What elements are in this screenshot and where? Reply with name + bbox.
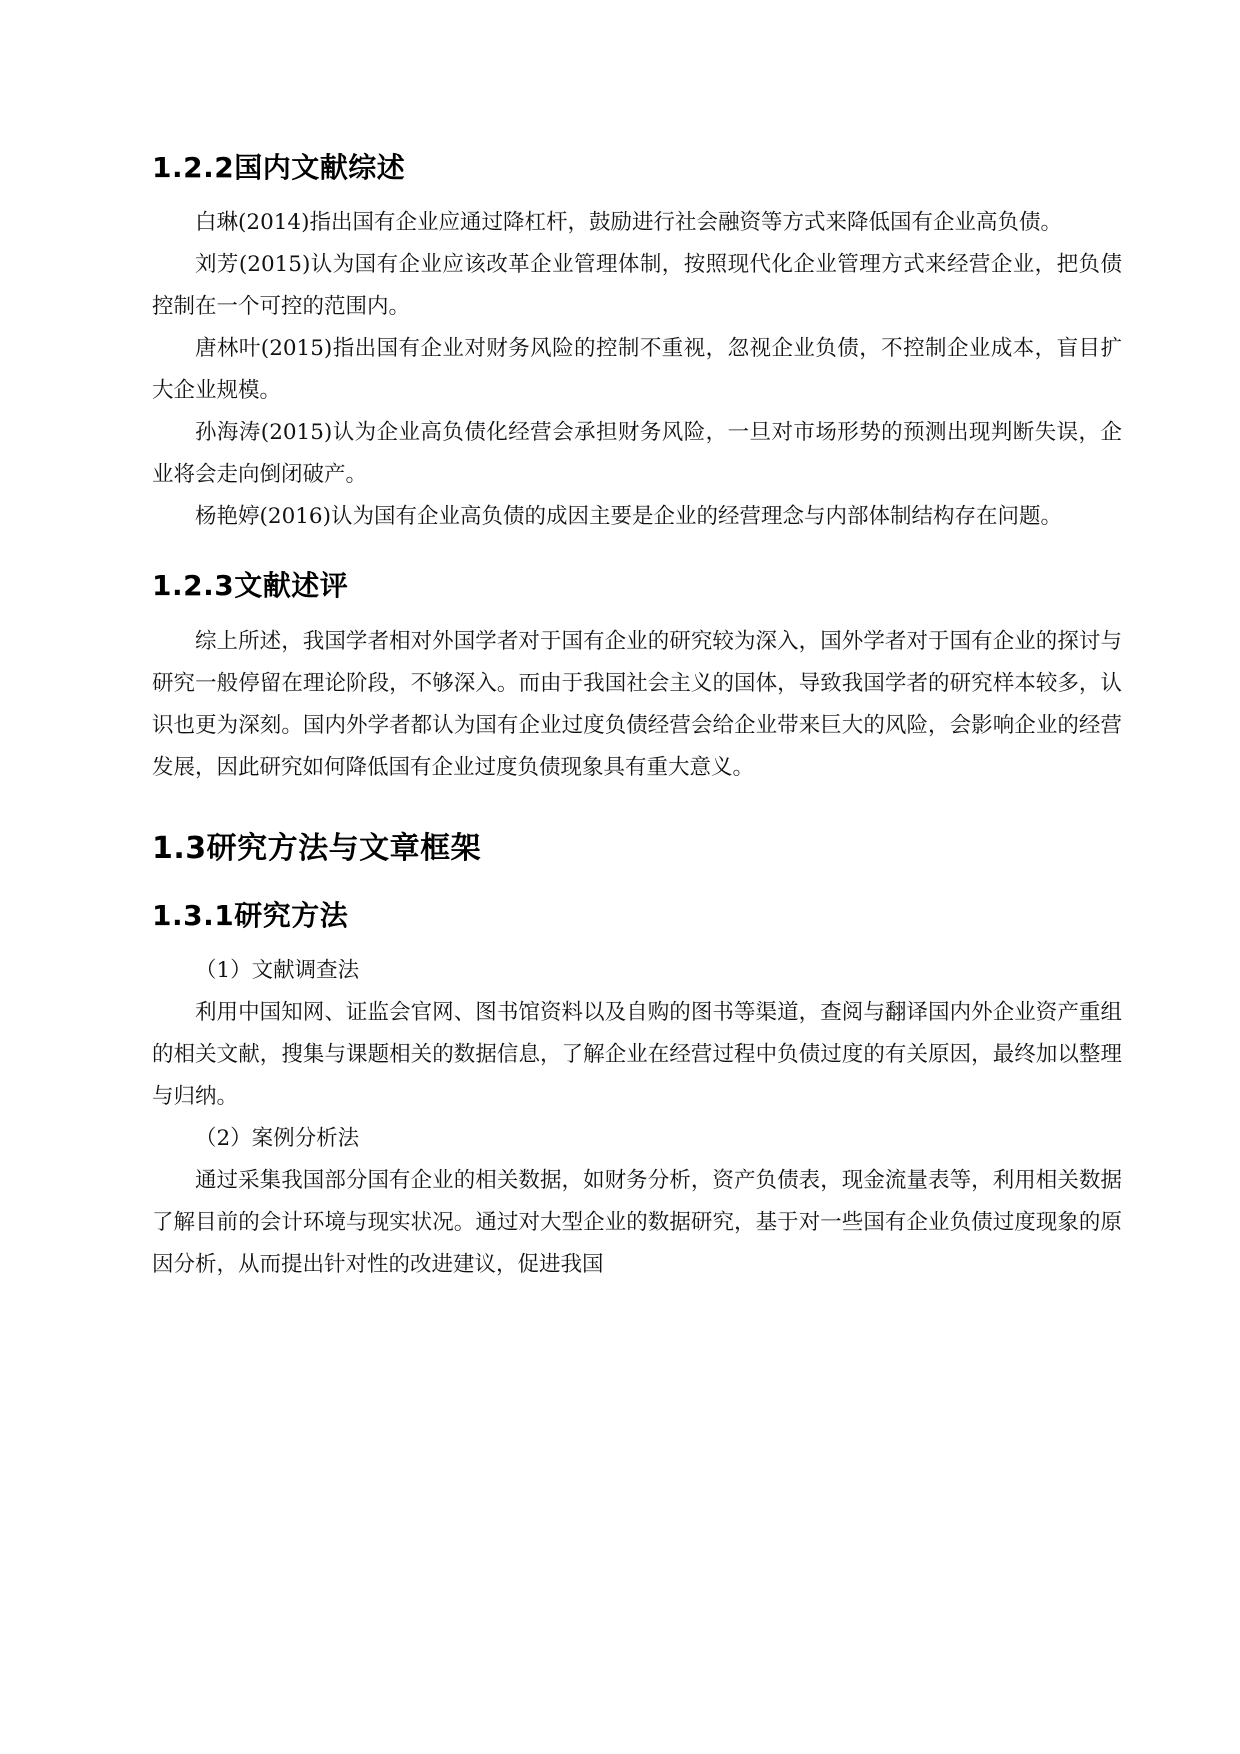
paragraph-list-item: （2）案例分析法 [195, 1126, 360, 1152]
paragraph: 杨艳婷(2016)认为国有企业高负债的成因主要是企业的经营理念与内部体制结构存在问题。 [195, 504, 1062, 530]
paragraph: 唐林叶(2015)指出国有企业对财务风险的控制不重视，忽视企业负债，不控制企业成本，盲目扩大企业规模。 [152, 336, 1122, 404]
paragraph: 通过采集我国部分国有企业的相关数据，如财务分析，资产负债表，现金流量表等，利用相关数据了解目前的会计环境与现实状况。通过对大型企业的数据研究，基于对一些国有企业负债过度现象的原因分析，从而提出针对性的改进建议，促进我国 [152, 1168, 1122, 1278]
section-heading-1-2-3: 1.2.3文献述评 [152, 569, 349, 603]
paragraph: 综上所述，我国学者相对外国学者对于国有企业的研究较为深入，国外学者对于国有企业的探讨与研究一般停留在理论阶段，不够深入。而由于我国社会主义的国体，导致我国学者的研究样本较多，认识也更为深刻。国内外学者都认为国有企业过度负债经营会给企业带来巨大的风险，会影响企业的经营发展，因此研究如何降低国有企业过度负债现象具有重大意义。 [152, 628, 1122, 780]
paragraph: 刘芳(2015)认为国有企业应该改革企业管理体制，按照现代化企业管理方式来经营企业，把负债控制在一个可控的范围内。 [152, 252, 1122, 320]
section-heading-1-3-1: 1.3.1研究方法 [152, 898, 349, 932]
paragraph-list-item: （1）文献调查法 [195, 958, 360, 984]
paragraph: 白琳(2014)指出国有企业应通过降杠杆，鼓励进行社会融资等方式来降低国有企业高负债。 [195, 210, 1062, 236]
paragraph: 利用中国知网、证监会官网、图书馆资料以及自购的图书等渠道，查阅与翻译国内外企业资产重组的相关文献，搜集与课题相关的数据信息，了解企业在经营过程中负债过度的有关原因，最终加以整理与归纳。 [152, 1000, 1122, 1110]
paragraph: 孙海涛(2015)认为企业高负债化经营会承担财务风险，一旦对市场形势的预测出现判断失误，企业将会走向倒闭破产。 [152, 420, 1122, 488]
section-heading-1-3: 1.3研究方法与文章框架 [152, 830, 482, 866]
document-body [152, 150, 1122, 1286]
section-heading-1-2-2: 1.2.2国内文献综述 [152, 151, 406, 184]
